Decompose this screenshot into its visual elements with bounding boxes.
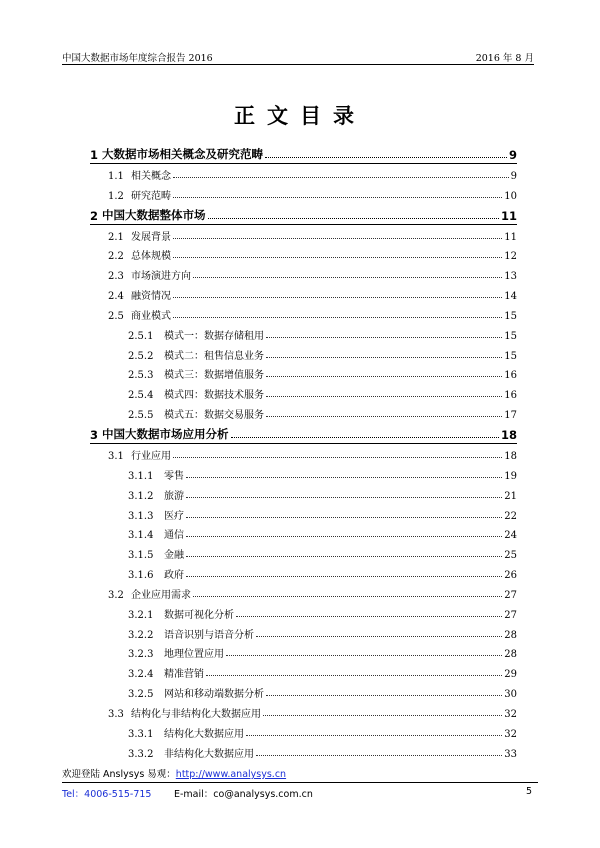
dot-leader [186,536,502,537]
toc-entry-page: 17 [504,410,517,422]
toc-entry-number: 3.2.2 [128,629,154,641]
toc-entry-number: 2.4 [108,291,124,303]
toc-entry-number: 1 [90,148,99,162]
toc-entry-number: 2.5.2 [128,350,154,362]
toc-entry-label: 发展背景 [131,231,171,243]
dot-leader [266,695,502,696]
toc-entry-level-3[interactable] [90,621,517,641]
toc-entry-label: 市场演进方向 [131,271,191,283]
dot-leader [173,297,502,298]
toc-entry-level-1[interactable] [90,141,517,162]
toc-entry-level-3[interactable] [90,482,517,502]
toc-entry-level-2[interactable] [90,243,517,263]
toc-entry-number: 3.3.2 [128,748,154,760]
toc-entry-label: 金融 [164,550,184,562]
dot-leader [193,277,502,278]
toc-entry-number: 3.2.1 [128,609,154,621]
toc-entry-label: 旅游 [164,490,184,502]
toc-entry-number: 3.1.1 [128,470,154,482]
dot-leader [173,457,502,458]
toc-entry-page: 10 [504,190,517,202]
toc-entry-level-3[interactable] [90,401,517,421]
toc-entry-level-2[interactable] [90,302,517,322]
toc-entry-level-3[interactable] [90,720,517,740]
toc-entry-page: 28 [504,649,517,661]
dot-leader [256,755,502,756]
footer-url-link[interactable]: http://www.analysys.cn [175,769,287,780]
dot-leader [206,675,502,676]
toc-entry-number: 2.5.1 [128,330,154,342]
dot-leader [208,218,499,219]
dot-leader [186,556,502,557]
toc-entry-level-3[interactable] [90,680,517,700]
toc-entry-page: 9 [508,148,517,162]
toc-entry-label: 大数据市场相关概念及研究范畴 [102,147,263,161]
dot-leader [226,655,502,656]
dot-leader [186,517,502,518]
toc-entry-label: 零售 [164,470,184,482]
toc-entry-number: 3.1 [108,450,124,462]
toc-entry-number: 2 [90,208,99,223]
toc-entry-level-2[interactable] [90,700,517,720]
toc-entry-page: 16 [504,370,517,382]
page-number: 5 [525,786,532,797]
toc-entry-number: 2.5.5 [128,410,154,422]
footer-email[interactable]: E-mail：co@analysys.com.cn [174,789,313,800]
toc-entry-label: 模式四：数据技术服务 [164,390,264,402]
dot-leader [266,357,502,358]
toc-entry-label: 商业模式 [131,310,171,322]
toc-entry-level-3[interactable] [90,502,517,522]
toc-entry-label: 结构化与非结构化大数据应用 [131,708,261,720]
toc-entry-number: 3.1.6 [128,570,154,582]
dot-leader [231,437,499,438]
toc-entry-number: 2.5 [108,310,124,322]
toc-entry-page: 22 [504,510,517,522]
toc-entry-number: 2.3 [108,271,124,283]
toc-entry-page: 27 [504,609,517,621]
toc-entry-label: 地理位置应用 [164,649,224,661]
toc-entry-page: 21 [504,490,517,502]
toc-entry-level-3[interactable] [90,641,517,661]
dot-leader [266,376,502,377]
toc-entry-page: 15 [504,310,517,322]
toc-entry-number: 2.2 [108,251,124,263]
toc-entry-label: 模式一：数据存储租用 [164,330,264,342]
toc-entry-page: 29 [504,669,517,681]
toc-entry-level-3[interactable] [90,362,517,382]
toc-entry-number: 3.1.5 [128,550,154,562]
toc-entry-level-3[interactable] [90,541,517,561]
toc-entry-label: 数据可视化分析 [164,609,234,621]
dot-leader [173,317,502,318]
toc-entry-label: 模式三：数据增值服务 [164,370,264,382]
toc-entry-level-3[interactable] [90,601,517,621]
toc-entry-page: 33 [504,748,517,760]
dot-leader [266,416,502,417]
toc-entry-page: 32 [504,728,517,740]
toc-entry-page: 9 [510,170,517,182]
toc-entry-label: 研究范畴 [131,190,171,202]
dot-leader [266,337,502,338]
dot-leader [265,157,507,158]
toc-entry-number: 2.5.3 [128,370,154,382]
toc-entry-level-3[interactable] [90,660,517,680]
toc-entry-page: 18 [504,450,517,462]
toc-entry-level-2[interactable] [90,223,517,243]
toc-entry-number: 1.2 [108,190,124,202]
toc-entry-level-3[interactable] [90,322,517,342]
toc-entry-page: 27 [504,589,517,601]
toc-entry-page: 30 [504,689,517,701]
toc-entry-page: 28 [504,629,517,641]
toc-entry-label: 模式五：数据交易服务 [164,410,264,422]
page-header [62,48,534,65]
toc-entry-number: 1.1 [108,170,124,182]
dot-leader [193,596,502,597]
toc-entry-page: 18 [500,428,517,443]
toc-entry-page: 24 [504,530,517,542]
toc-entry-page: 15 [504,350,517,362]
table-of-contents [90,141,517,760]
toc-entry-level-2[interactable] [90,162,517,182]
toc-entry-label: 医疗 [164,510,184,522]
toc-entry-label: 结构化大数据应用 [164,728,244,740]
toc-entry-page: 26 [504,570,517,582]
toc-entry-level-3[interactable] [90,342,517,362]
toc-entry-page: 14 [504,291,517,303]
toc-entry-label: 相关概念 [131,170,171,182]
toc-entry-label: 政府 [164,570,184,582]
toc-entry-level-3[interactable] [90,740,517,760]
toc-entry-level-2[interactable] [90,581,517,601]
toc-entry-page: 13 [504,271,517,283]
dot-leader [173,197,502,198]
toc-entry-number: 3.3.1 [128,728,154,740]
toc-entry-page: 19 [504,470,517,482]
footer-tel[interactable]: Tel：4006-515-715 [62,789,152,800]
dot-leader [186,477,502,478]
toc-entry-label: 通信 [164,530,184,542]
dot-leader [173,257,502,258]
toc-entry-number: 2.1 [108,231,124,243]
header-report-title: 中国大数据市场年度综合报告 2016 [62,53,213,64]
toc-entry-page: 11 [500,208,517,223]
toc-entry-level-3[interactable] [90,522,517,542]
dot-leader [246,735,502,736]
toc-entry-label: 中国大数据市场应用分析 [102,427,229,442]
toc-entry-level-2[interactable] [90,182,517,202]
page-title: 正文目录 [234,104,366,128]
toc-entry-label: 语音识别与语音分析 [164,629,254,641]
dot-leader [173,177,509,178]
toc-entry-label: 企业应用需求 [131,589,191,601]
toc-entry-number: 3.1.3 [128,510,154,522]
toc-entry-level-3[interactable] [90,561,517,581]
toc-entry-label: 总体规模 [131,251,171,263]
toc-entry-number: 3 [90,428,99,443]
toc-entry-number: 2.5.4 [128,390,154,402]
toc-entry-number: 3.2.3 [128,649,154,661]
header-date: 2016 年 8 月 [475,53,534,64]
toc-entry-level-2[interactable] [90,442,517,462]
toc-entry-level-3[interactable] [90,462,517,482]
toc-entry-number: 3.2.5 [128,689,154,701]
dot-leader [266,396,502,397]
toc-entry-label: 模式二：租售信息业务 [164,350,264,362]
toc-entry-level-1[interactable] [90,421,517,442]
toc-entry-page: 11 [504,231,517,243]
toc-entry-level-2[interactable] [90,262,517,282]
toc-entry-label: 行业应用 [131,450,171,462]
toc-entry-page: 32 [504,708,517,720]
toc-entry-number: 3.2 [108,589,124,601]
footer-welcome-line [62,766,286,780]
toc-entry-level-3[interactable] [90,381,517,401]
dot-leader [186,497,502,498]
toc-entry-label: 融资情况 [131,291,171,303]
toc-entry-label: 中国大数据整体市场 [102,207,206,222]
dot-leader [263,715,502,716]
toc-entry-page: 15 [504,330,517,342]
toc-entry-number: 3.2.4 [128,669,154,681]
dot-leader [186,576,502,577]
toc-entry-level-2[interactable] [90,282,517,302]
dot-leader [236,616,502,617]
toc-entry-label: 网站和移动端数据分析 [164,689,264,701]
dot-leader [256,636,502,637]
footer-contact-line [62,782,538,800]
toc-entry-level-1[interactable] [90,202,517,223]
toc-entry-number: 3.3 [108,708,124,720]
toc-entry-label: 精准营销 [164,669,204,681]
toc-entry-label: 非结构化大数据应用 [164,748,254,760]
toc-entry-number: 3.1.2 [128,490,154,502]
toc-entry-page: 16 [504,390,517,402]
toc-entry-page: 12 [504,251,517,263]
dot-leader [173,238,502,239]
toc-entry-page: 25 [504,550,517,562]
footer-welcome: 欢迎登陆 Anslysys 易观： [62,769,176,780]
toc-entry-number: 3.1.4 [128,530,154,542]
